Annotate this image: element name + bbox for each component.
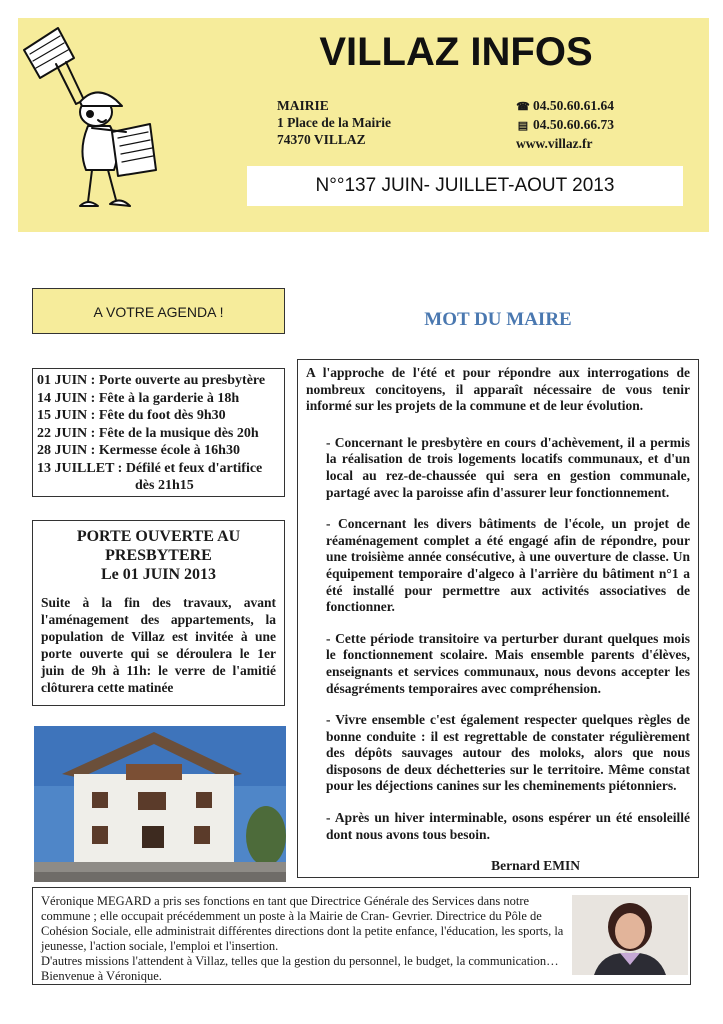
mairie-line: MAIRIE [277,98,329,113]
fax-number: 04.50.60.66.73 [533,117,614,132]
porte-ouverte-box [32,520,285,706]
text-line: Cohésion Sociale, elle administrait différentes directions dont la petite enfance, l'éducation, les sports, la [41,924,564,938]
agenda-item: 15 JUIN : Fête du foot dès 9h30 [37,408,226,423]
agenda-item-continuation: dès 21h15 [135,478,194,493]
mot-paragraph: - Après un hiver interminable, osons espérer un été ensoleillé dont nous avons tous besoin. [326,810,690,842]
mairie-line: 1 Place de la Mairie [277,115,391,130]
text-line: Bienvenue à Véronique. [41,969,162,983]
text-line: D'autres missions l'attendent à Villaz, telles que la gestion du personnel, le budget, la communication… [41,954,559,968]
mot-du-maire-box [297,359,699,878]
agenda-item: 28 JUIN : Kermesse école à 16h30 [37,443,240,458]
mot-intro: A l'approche de l'été et pour répondre aux interrogations de nombreux concitoyens, il apparaît nécessaire de vous tenir informé sur les projets de la commune et de leur évolution. [306,365,690,414]
website-line [516,135,656,152]
agenda-item: 13 JUILLET : Défilé et feux d'artifice [37,460,263,476]
phone-number: 04.50.60.61.64 [533,98,614,113]
mairie-line: 74370 VILLAZ [277,132,366,147]
mot-paragraph: - Concernant les divers bâtiments de l'école, un projet de réaménagement complet a été engagé afin de répondre, pour une troisième année consécutive, à une ouverture de classe. Un équipement temporaire d'algeco à l'arrière du bâtiment n°1 a été installé pour permettre aux activités associatives de fonctionner. [326,516,690,615]
contact-info [516,97,656,152]
porte-ouverte-text: Suite à la fin des travaux, avant l'aménagement des appartements, la population de Villaz est invitée à une porte ouverte qui se déroulera le 1er juin de 9h à 11h: le verre de l'amitié clôturera cette matinée [41,595,276,695]
phone-icon: ☎ [516,101,530,113]
new-director-text [41,894,566,984]
website-link[interactable]: www.villaz.fr [516,136,593,151]
text-line: jeunesse, l'action sociale, l'emploi et l'insertion. [41,939,279,953]
porte-ouverte-title [41,527,276,584]
title-line: PRESBYTERE [105,547,212,564]
newsletter-title: VILLAZ INFOS [319,30,593,74]
mot-paragraph: - Vivre ensemble c'est également respecter quelques règles de bonne conduite : il est regrettable de constater régulièrement des dépôts sauvages autour des moloks, alors que nous disposons de deux déchetteries sur le territoire. Même constat pour les déjections canines sur les cheminements piétonniers. [326,712,690,794]
mayor-signature: Bernard EMIN [491,858,580,874]
fax-icon: ▤ [517,120,529,132]
text-line: Véronique MEGARD a pris ses fonctions en tant que Directrice Générale des Services dans notre [41,894,530,908]
agenda-item: 22 JUIN : Fête de la musique dès 20h [37,425,259,441]
text-line: commune ; elle occupait précédemment un poste à la Mairie de Cran- Gevrier. Directrice du Pôle de [41,909,542,923]
newspaper-boy-illustration [18,20,178,220]
mot-du-maire-title: MOT DU MAIRE [424,309,572,330]
fax-line [516,116,656,135]
issue-number: N°°137 JUIN- JUILLET-AOUT 2013 [247,166,683,206]
presbytere-photo [34,726,286,882]
agenda-list [32,368,285,497]
agenda-heading: A VOTRE AGENDA ! [32,288,285,334]
mot-paragraph: - Concernant le presbytère en cours d'achèvement, il a permis la réalisation de trois logements locatifs communaux, et d'un local au rez-de-chaussée qui sera en gestion communale, partagé avec la paroisse afin d'assurer leur fonctionnement. [326,434,690,500]
agenda-item: 14 JUIN : Fête à la garderie à 18h [37,390,240,406]
title-line: Le 01 JUIN 2013 [100,566,217,583]
phone-line [516,97,656,116]
title-line: PORTE OUVERTE AU [76,528,241,545]
portrait-photo [572,895,688,975]
mairie-address [277,97,477,148]
mot-paragraph: - Cette période transitoire va perturber durant quelques mois le fonctionnement scolaire. Mais ensemble parents d'élèves, enseignants et services communaux, nous devons accepter les désagréments temporaires avec compréhension. [326,630,690,696]
agenda-item: 01 JUIN : Porte ouverte au presbytère [37,373,266,388]
